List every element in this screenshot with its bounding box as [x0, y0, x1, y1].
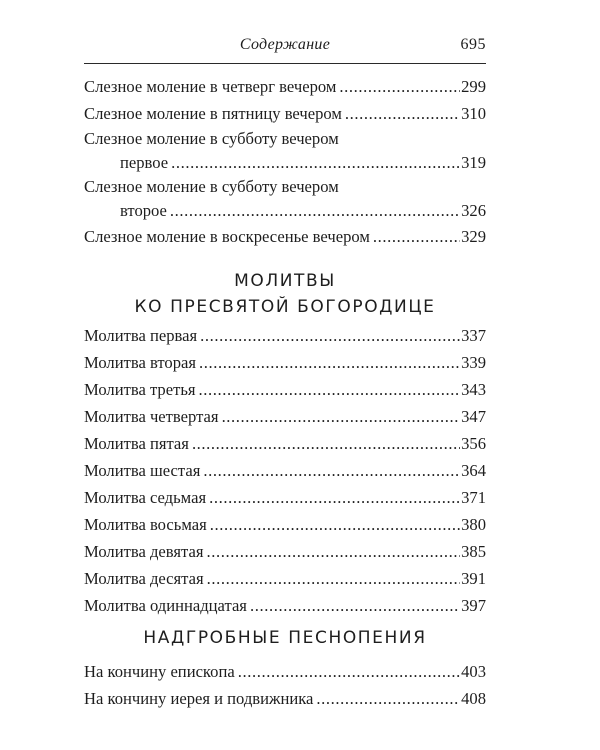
page-number: 695: [460, 36, 486, 53]
toc-entry-page: 337: [461, 326, 486, 345]
dot-leader: [222, 403, 461, 430]
toc-entry-page: 343: [461, 380, 486, 399]
dot-leader: [238, 658, 460, 685]
toc-entry: [84, 685, 486, 712]
dot-leader: [170, 199, 460, 223]
toc-entry-page: 391: [461, 569, 486, 588]
toc-entry-continuation: [84, 199, 486, 223]
dot-leader: [199, 376, 461, 403]
toc-entry-page: 319: [461, 153, 486, 172]
toc-entry-title: Молитва вторая: [84, 353, 197, 372]
toc-entry-page: 356: [461, 434, 486, 453]
toc-entry-page: 339: [461, 353, 486, 372]
dot-leader: [210, 511, 460, 538]
toc-entry-page: 403: [461, 662, 486, 681]
toc-entry: [84, 175, 486, 223]
toc-entry: [84, 592, 486, 619]
toc-entry-title: Слезное моление в воскресенье вечером: [84, 227, 370, 246]
toc-entry-title: На кончину епископа: [84, 662, 235, 681]
toc-entry: [84, 127, 486, 175]
toc-entry-title: Молитва четвертая: [84, 407, 219, 426]
dot-leader: [207, 565, 460, 592]
dot-leader: [203, 457, 460, 484]
toc-entry: [84, 457, 486, 484]
toc-entry: [84, 403, 486, 430]
toc-group-prayers: [84, 322, 486, 619]
dot-leader: [209, 484, 460, 511]
dot-leader: [339, 73, 460, 100]
toc-entry-title: Молитва пятая: [84, 434, 189, 453]
dot-leader: [199, 349, 460, 376]
section-heading-line: КО ПРЕСВЯТОЙ БОГОРОДИЦЕ: [134, 297, 436, 317]
toc-entry-page: 299: [461, 77, 486, 96]
section-heading-line: НАДГРОБНЫЕ ПЕСНОПЕНИЯ: [143, 628, 427, 648]
toc-entry-title: Молитва седьмая: [84, 488, 207, 507]
toc-entry-title: На кончину иерея и подвижника: [84, 689, 314, 708]
section-heading-funeral-hymns: [84, 625, 486, 651]
toc-entry: [84, 376, 486, 403]
toc-entry: [84, 73, 486, 100]
toc-entry: [84, 430, 486, 457]
toc-group-funeral-hymns: [84, 658, 486, 712]
toc-entry: [84, 484, 486, 511]
dot-leader: [171, 151, 460, 175]
toc-entry-page: 397: [461, 596, 486, 615]
toc-entry: [84, 100, 486, 127]
toc-entry-page: 380: [461, 515, 486, 534]
toc-entry-page: 347: [461, 407, 486, 426]
toc-entry-title: Слезное моление в пятницу вечером: [84, 104, 342, 123]
toc-group-supplications: [84, 73, 486, 250]
toc-entry-page: 326: [461, 201, 486, 220]
toc-entry: [84, 511, 486, 538]
toc-entry-title: Молитва третья: [84, 380, 196, 399]
dot-leader: [200, 322, 460, 349]
toc-entry: [84, 565, 486, 592]
toc-entry-title: Слезное моление в субботу вечером: [84, 129, 339, 148]
dot-leader: [373, 223, 460, 250]
running-head: [84, 36, 486, 58]
toc-entry-page: 371: [461, 488, 486, 507]
toc-entry: [84, 349, 486, 376]
toc-entry: [84, 322, 486, 349]
dot-leader: [250, 592, 460, 619]
dot-leader: [192, 430, 460, 457]
toc-entry-title: Слезное моление в четверг вечером: [84, 77, 337, 96]
toc-entry-title-continuation: первое: [120, 153, 169, 172]
header-rule: [84, 63, 486, 64]
toc-entry-title: Слезное моление в субботу вечером: [84, 177, 339, 196]
toc-entry-page: 385: [461, 542, 486, 561]
dot-leader: [206, 538, 460, 565]
toc-entry-title: Молитва девятая: [84, 542, 204, 561]
toc-entry-title: Молитва шестая: [84, 461, 201, 480]
dot-leader: [316, 685, 460, 712]
toc-entry-title: Молитва восьмая: [84, 515, 207, 534]
toc-entry: [84, 658, 486, 685]
toc-entry-title: Молитва одиннадцатая: [84, 596, 247, 615]
toc-entry-title: Молитва первая: [84, 326, 198, 345]
toc-entry-title: Молитва десятая: [84, 569, 204, 588]
toc-entry-title-continuation: второе: [120, 201, 167, 220]
toc-entry-continuation: [84, 151, 486, 175]
toc-entry-page: 364: [461, 461, 486, 480]
toc-entry-page: 408: [461, 689, 486, 708]
toc-entry-page: 310: [461, 104, 486, 123]
dot-leader: [345, 100, 460, 127]
running-head-title: Содержание: [239, 36, 331, 53]
section-heading-line: МОЛИТВЫ: [234, 271, 336, 291]
section-heading-prayers: [84, 268, 486, 320]
toc-entry: [84, 223, 486, 250]
toc-entry: [84, 538, 486, 565]
toc-entry-page: 329: [461, 227, 486, 246]
